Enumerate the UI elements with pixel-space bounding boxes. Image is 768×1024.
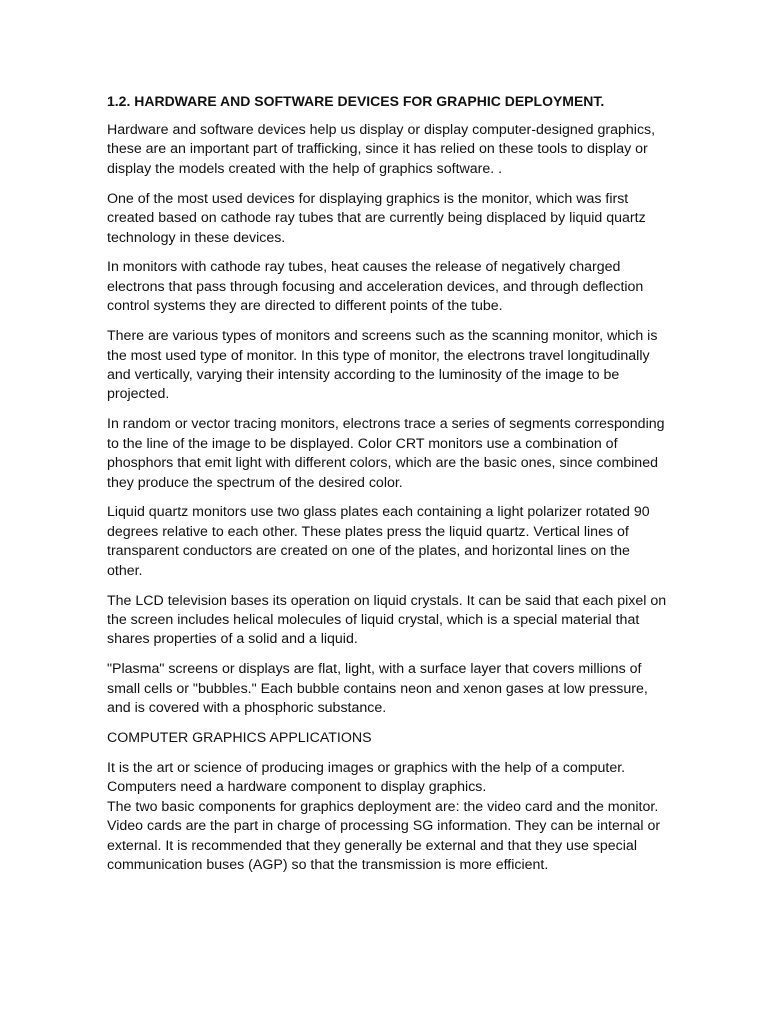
paragraph-scanning-monitor: There are various types of monitors and screens such as the scanning monitor, which is the most used type of monitor. In this type of monitor, the electrons travel longitudinally and vertically, varying their intensity according to the luminosity of the image to be projected. bbox=[107, 328, 658, 403]
paragraph-plasma: "Plasma" screens or displays are flat, light, with a surface layer that covers millions of small cells or "bubbles." Each bubble contains neon and xenon gases at low pressure, and is covered with a phosphoric substance. bbox=[107, 661, 648, 717]
paragraph-applications: It is the art or science of producing images or graphics with the help of a computer. Computers need a hardware component to display graphics. bbox=[107, 759, 626, 796]
paragraph-liquid-quartz: Liquid quartz monitors use two glass plates each containing a light polarizer rotated 90 degrees relative to each other. These plates press the liquid quartz. Vertical lines of transparent conductors are created on one of the plates, and horizontal lines on the other. bbox=[107, 504, 650, 579]
section-title: COMPUTER GRAPHICS APPLICATIONS bbox=[107, 729, 372, 746]
paragraph-components: The two basic components for graphics deployment are: the video card and the monitor. Video cards are the part in charge of processing SG information. They can be internal or external. It is recommended that they generally be external and that they use special communication buses (AGP) so that the transmission is more efficient. bbox=[107, 798, 661, 873]
section-heading: 1.2. HARDWARE AND SOFTWARE DEVICES FOR GRAPHIC DEPLOYMENT. bbox=[107, 93, 605, 109]
document-page bbox=[107, 91, 667, 886]
paragraph-vector-monitor: In random or vector tracing monitors, electrons trace a series of segments corresponding to the line of the image to be displayed. Color CRT monitors use a combination of phosphors that emit light with different colors, which are the basic ones, since combined they produce the spectrum of the desired color. bbox=[107, 416, 665, 491]
paragraph-lcd: The LCD television bases its operation on liquid crystals. It can be said that each pixel on the screen includes helical molecules of liquid crystal, which is a special material that shares properties of a solid and a liquid. bbox=[107, 592, 667, 648]
paragraph-cathode-ray: In monitors with cathode ray tubes, heat causes the release of negatively charged electrons that pass through focusing and acceleration devices, and through deflection control systems they are directed to different points of the tube. bbox=[107, 259, 644, 315]
paragraph-monitor: One of the most used devices for displaying graphics is the monitor, which was first created based on cathode ray tubes that are currently being displaced by liquid quartz technology in these devices. bbox=[107, 190, 646, 246]
paragraph-intro: Hardware and software devices help us display or display computer-designed graphics, these are an important part of trafficking, since it has relied on these tools to display or display the models created with the help of graphics software. . bbox=[107, 122, 656, 177]
